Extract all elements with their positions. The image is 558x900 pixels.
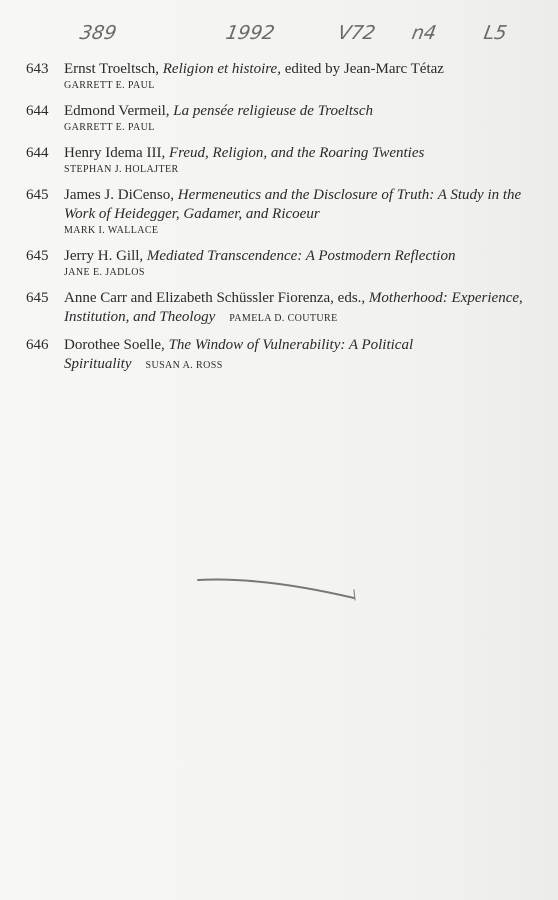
citation [64, 186, 526, 224]
review-entry [26, 289, 526, 327]
review-list [26, 60, 526, 383]
book-author: Jerry H. Gill, [64, 248, 144, 264]
reviewer-name: PAMELA D. COUTURE [229, 313, 338, 324]
reviewer-name: STEPHAN J. HOLAJTER [64, 164, 179, 175]
review-entry [26, 186, 526, 238]
reviewer-name: MARK I. WALLACE [64, 225, 159, 236]
reviewer-name: GARRETT E. PAUL [64, 80, 155, 91]
book-title: The Window of Vulnerability: A Political Spirituality [64, 337, 414, 372]
book-title: Religion et histoire, [162, 61, 281, 77]
review-entry [26, 247, 526, 280]
book-editor: edited by Jean-Marc Tétaz [280, 61, 444, 77]
citation [64, 144, 526, 163]
entry-body [64, 336, 526, 374]
pen-stroke-mark [196, 572, 362, 602]
page-number: 646 [26, 337, 49, 353]
entry-body [64, 247, 526, 280]
handwritten-note: L5 [482, 22, 509, 44]
book-title: Mediated Transcendence: A Postmodern Reflection [146, 248, 456, 264]
page-number: 644 [26, 145, 49, 161]
entry-body [64, 144, 526, 177]
book-author: Ernst Troeltsch, [64, 61, 160, 77]
reviewer-name: GARRETT E. PAUL [64, 122, 155, 133]
page-number: 645 [26, 187, 49, 203]
book-author: Dorothee Soelle, [64, 337, 165, 353]
entry-body [64, 186, 526, 238]
book-title: La pensée religieuse de Troeltsch [173, 103, 373, 119]
reviewer-name: SUSAN A. ROSS [145, 360, 223, 371]
handwritten-note: 1992 [224, 22, 277, 44]
citation [64, 247, 526, 266]
reviewer-name: JANE E. JADLOS [64, 267, 145, 278]
entry-body [64, 289, 526, 327]
page-number: 645 [26, 248, 49, 264]
review-entry [26, 336, 526, 374]
handwritten-note: V72 [336, 22, 378, 44]
citation [64, 289, 526, 327]
book-author: Anne Carr and Elizabeth Schüssler Fiorenza, eds., [64, 290, 366, 306]
page-number: 644 [26, 103, 49, 119]
citation [64, 60, 526, 79]
handwritten-notes [0, 0, 558, 60]
page-number: 645 [26, 290, 49, 306]
book-author: Henry Idema III, [64, 145, 166, 161]
entry-body [64, 60, 526, 93]
review-entry [26, 144, 526, 177]
citation [64, 102, 526, 121]
book-title: Freud, Religion, and the Roaring Twenties [168, 145, 425, 161]
review-entry [26, 60, 526, 93]
review-entry [26, 102, 526, 135]
book-author: Edmond Vermeil, [64, 103, 170, 119]
handwritten-note: n4 [410, 22, 439, 44]
handwritten-note: 389 [78, 22, 119, 44]
book-title: Hermeneutics and the Disclosure of Truth: A Study in the Work of Heidegger, Gadamer, and Ricoeur [64, 187, 522, 222]
entry-body [64, 102, 526, 135]
book-author: James J. DiCenso, [64, 187, 174, 203]
citation [64, 336, 526, 374]
page-number: 643 [26, 61, 49, 77]
book-title: Motherhood: Experience, Institution, and Theology [64, 290, 523, 325]
